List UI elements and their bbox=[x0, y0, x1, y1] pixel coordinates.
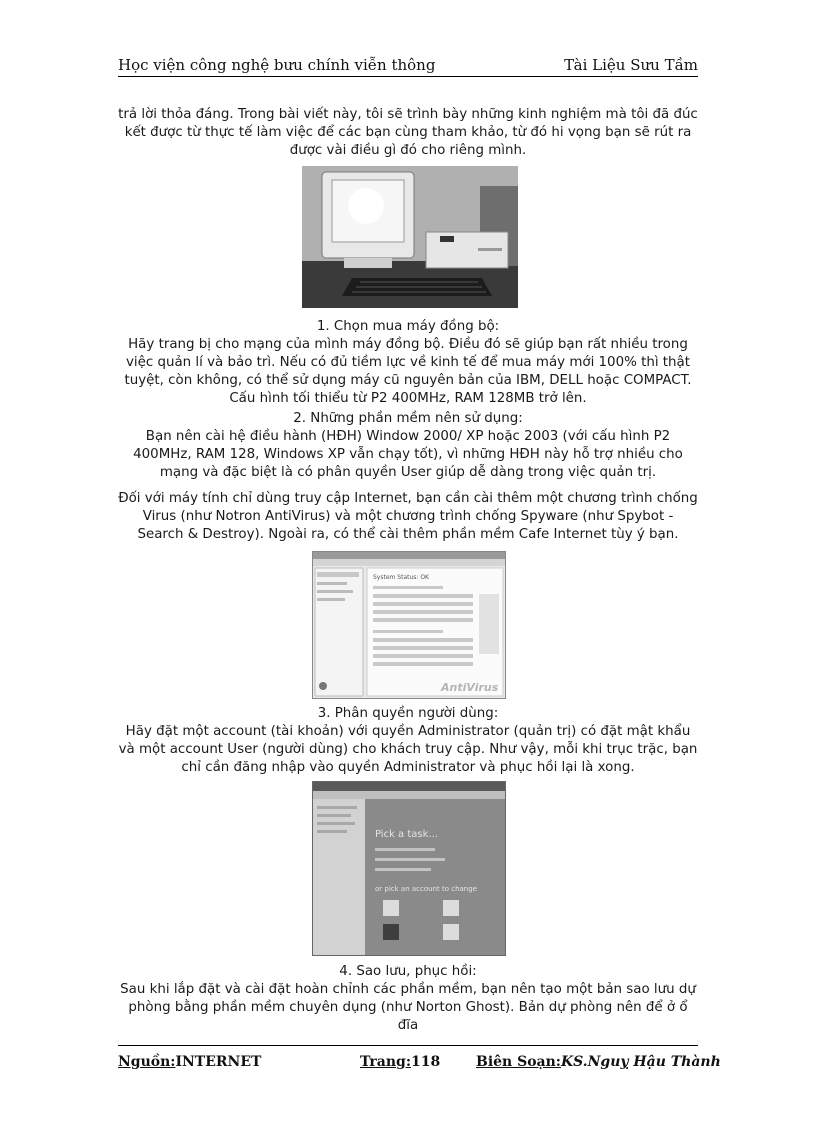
footer-author-name: KS.Nguỵ Hậu Thành bbox=[560, 1054, 721, 1070]
header-institution: Học viện công nghệ bưu chính viễn thông bbox=[118, 56, 436, 74]
page-footer bbox=[118, 1045, 721, 1070]
intro-paragraph: trả lời thỏa đáng. Trong bài viết này, tôi sẽ trình bày những kinh nghiệm mà tôi đã đúc kết được từ thực tế làm việc để các bạn cùng tham khảo, từ đó hi vọng bạn sẽ rút ra được vài điều gì đó cho riêng mình. bbox=[118, 107, 698, 158]
pick-task-text: Pick a task... bbox=[375, 829, 438, 840]
section-2-text: Bạn nên cài hệ điều hành (HĐH) Window 2000/ XP hoặc 2003 (với cấu hình P2 400MHz, RAM 128, Windows XP vẫn chạy tốt), vì những HĐH này hỗ trợ nhiều cho mạng và đặc biệt là có phân quyền User giúp dễ dàng trong việc quản trị. bbox=[133, 429, 683, 480]
footer-page-number: 118 bbox=[410, 1054, 441, 1070]
footer-source-value: INTERNET bbox=[175, 1054, 262, 1070]
section-4-title: 4. Sao lưu, phục hồi: bbox=[339, 964, 477, 979]
antivirus-screenshot bbox=[312, 551, 506, 699]
section-3-title: 3. Phân quyền người dùng: bbox=[317, 706, 499, 721]
av-status-text: System Status: OK bbox=[373, 574, 429, 581]
page-header bbox=[118, 52, 698, 77]
footer-source-label: Nguồn: bbox=[118, 1054, 176, 1070]
user-accounts-screenshot bbox=[312, 781, 506, 956]
computer-photo bbox=[302, 166, 518, 308]
footer-author bbox=[476, 1054, 721, 1070]
footer-author-label: Biên Soạn: bbox=[476, 1054, 561, 1070]
antivirus-brand: AntiVirus bbox=[441, 681, 499, 694]
section-2-title: 2. Những phần mềm nên sử dụng: bbox=[293, 411, 523, 426]
section-1-title: 1. Chọn mua máy đồng bộ: bbox=[316, 319, 500, 334]
footer-page-label: Trang: bbox=[360, 1054, 411, 1070]
section-3-text: Hãy đặt một account (tài khoản) với quyền Administrator (quản trị) có đặt mật khẩu và một account User (người dùng) cho khách truy cập. Như vậy, mỗi khi trục trặc, bạn chỉ cần đăng nhập vào quyền Administrator và phục hồi lại là xong. bbox=[118, 724, 698, 775]
monitor-icon bbox=[322, 172, 414, 268]
header-collection: Tài Liệu Sưu Tầm bbox=[564, 56, 698, 74]
pc-case-icon bbox=[426, 232, 508, 268]
section-1-text: Hãy trang bị cho mạng của mình máy đồng bộ. Điều đó sẽ giúp bạn rất nhiều trong việc quản lí và bảo trì. Nếu có đủ tiềm lực về kinh tế để mua máy mới 100% thì thật tuyệt, còn không, có thể sử dụng máy cũ nguyên bản của IBM, DELL hoặc COMPACT. Cấu hình tối thiểu từ P2 400MHz, RAM 128MB trở lên. bbox=[124, 337, 692, 406]
pick-account-text: or pick an account to change bbox=[375, 885, 477, 893]
norton-logo-icon bbox=[319, 682, 327, 690]
section-4-text: Sau khi lắp đặt và cài đặt hoàn chỉnh các phần mềm, bạn nên tạo một bản sao lưu dự phòng bằng phần mềm chuyên dụng (như Norton Ghost). Bản dự phòng nên để ở ổ đĩa bbox=[120, 982, 696, 1033]
section-2-text-2: Đối với máy tính chỉ dùng truy cập Internet, bạn cần cài thêm một chương trình chống Virus (như Notron AntiVirus) và một chương trình chống Spyware (như Spybot - Search & Destroy). Ngoài ra, có thể cài thêm phần mềm Cafe Internet tùy ý bạn. bbox=[118, 491, 698, 542]
keyboard-icon bbox=[342, 278, 492, 296]
footer-page bbox=[360, 1054, 440, 1070]
footer-source bbox=[118, 1054, 261, 1070]
